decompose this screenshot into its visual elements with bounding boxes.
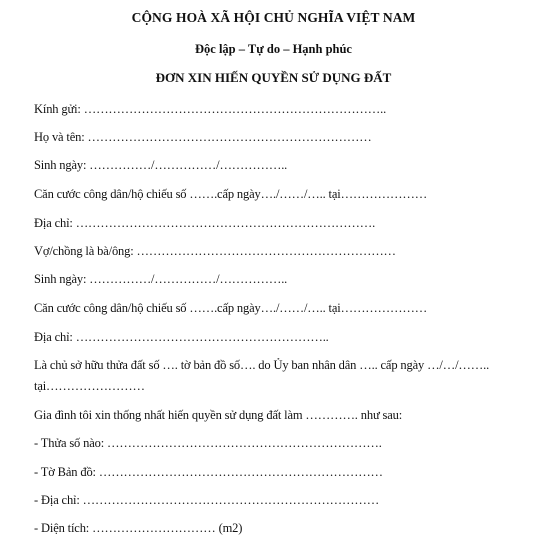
- spouse-id-card-line: Căn cước công dân/hộ chiếu số …….cấp ngày…./……/….. tại…………………: [34, 301, 428, 315]
- land-owner-line: Là chủ sở hữu thửa đất số …. tờ bản đồ số…. do Ủy ban nhân dân ….. cấp ngày …/…/……..: [34, 358, 490, 372]
- area-line: - Diện tích: ………………………… (m2): [34, 521, 243, 535]
- spouse-line: Vợ/chồng là bà/ông: ………………………………………………………: [34, 244, 396, 258]
- recipient-line: Kính gửi: ………………………………………………………………..: [34, 102, 387, 116]
- birth-date-line: Sinh ngày: ……………/……………/……………..: [34, 158, 288, 172]
- spouse-birth-date-line: Sinh ngày: ……………/……………/……………..: [34, 272, 288, 286]
- parcel-number-line: - Thửa số nào: ………………………………………………………….: [34, 436, 382, 450]
- parcel-address-line: - Địa chỉ: ………………………………………………………………: [34, 493, 380, 507]
- donation-statement-line: Gia đình tôi xin thống nhất hiến quyền sử dụng đất làm …………. như sau:: [34, 408, 403, 422]
- motto: Độc lập – Tự do – Hạnh phúc: [195, 42, 352, 56]
- address-line: Địa chỉ: ……………………………………………………………….: [34, 216, 376, 230]
- full-name-line: Họ và tên: ……………………………………………………………: [34, 130, 372, 144]
- national-title: CỘNG HOÀ XÃ HỘI CHỦ NGHĨA VIỆT NAM: [131, 10, 416, 25]
- land-owner-location-line: tại……………………: [34, 379, 145, 393]
- id-card-line: Căn cước công dân/hộ chiếu số …….cấp ngày…./……/….. tại…………………: [34, 187, 428, 201]
- map-sheet-line: - Tờ Bản đồ: ……………………………………………………………: [34, 465, 383, 479]
- spouse-address-line: Địa chỉ: ……………………………………………………..: [34, 330, 329, 344]
- form-title: ĐƠN XIN HIẾN QUYỀN SỬ DỤNG ĐẤT: [155, 70, 392, 85]
